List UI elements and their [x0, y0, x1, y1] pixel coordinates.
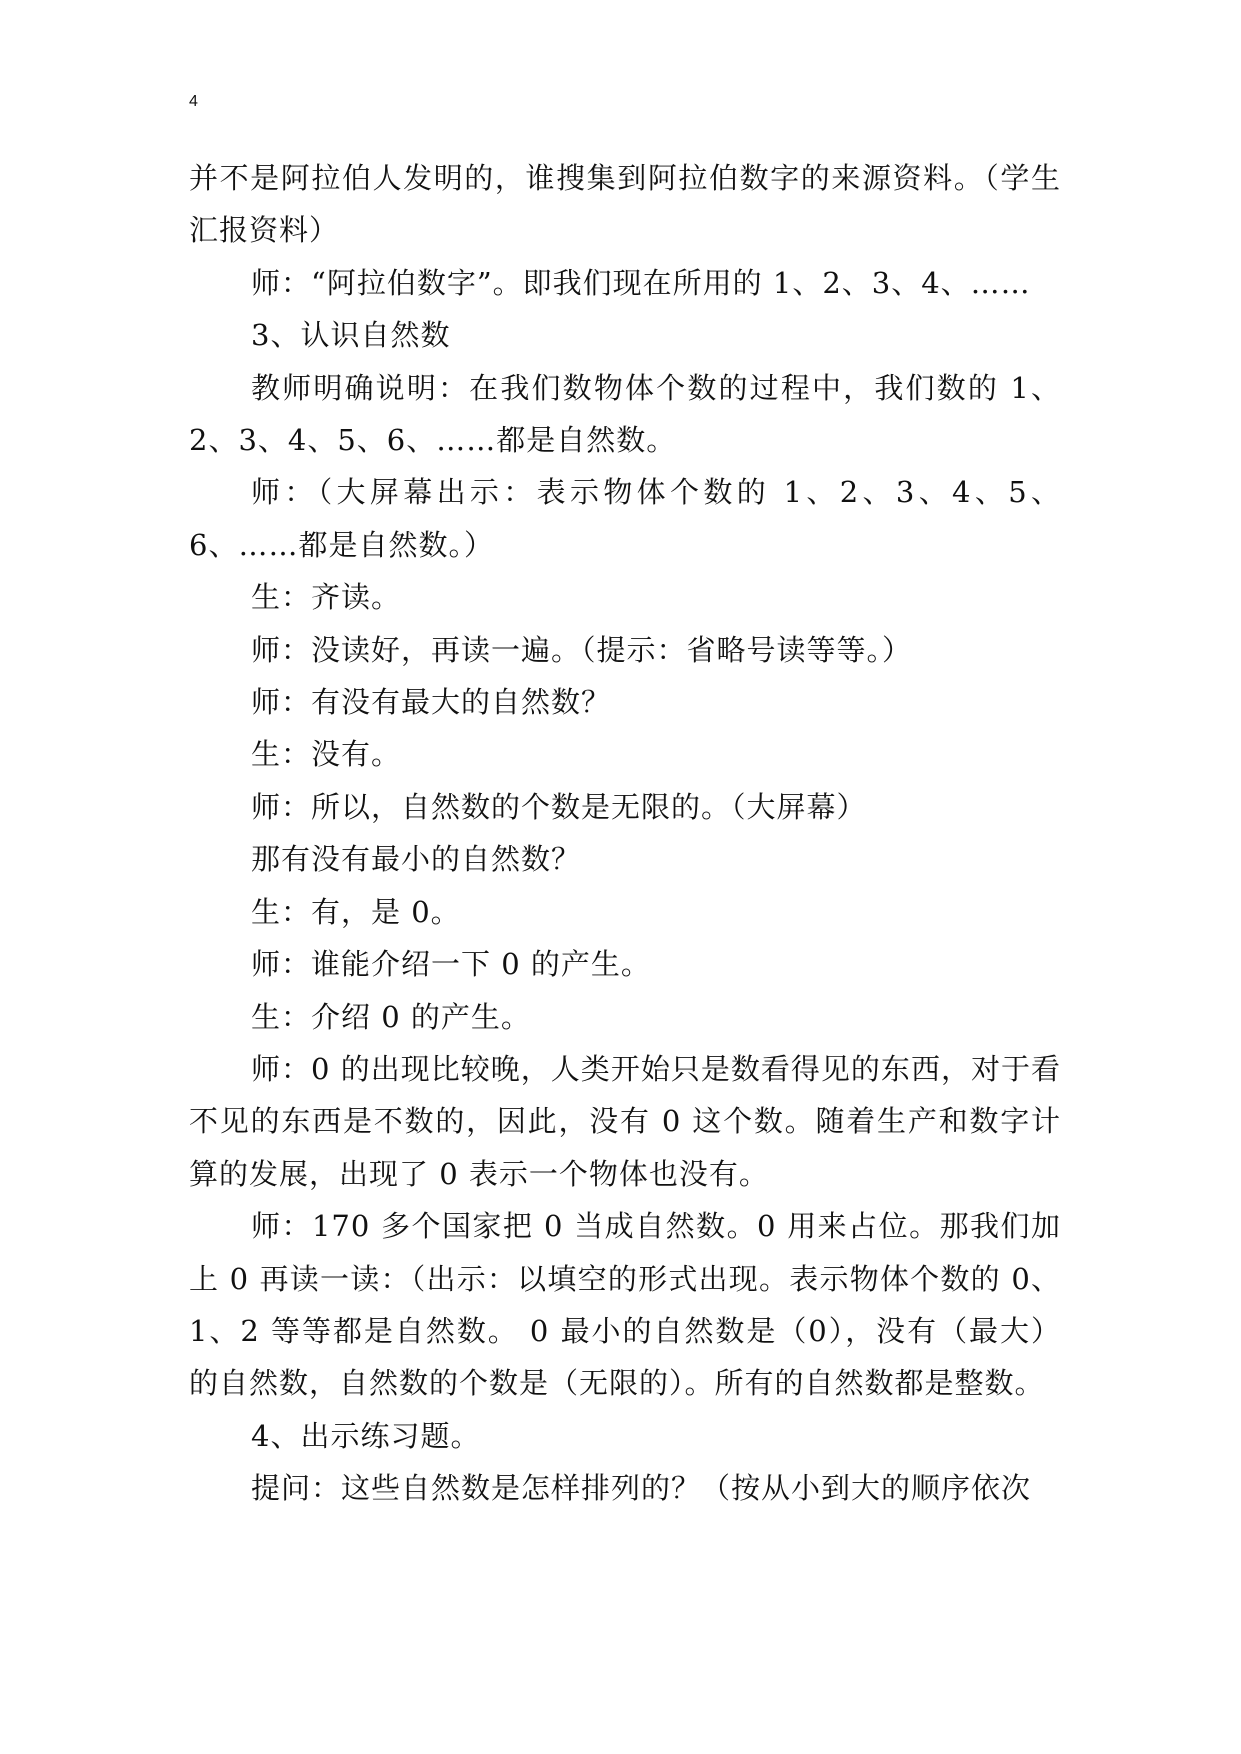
paragraph-18: 提问：这些自然数是怎样排列的？（按从小到大的顺序依次: [251, 1471, 1032, 1506]
paragraph-13: 师：谁能介绍一下 0 的产生。: [251, 947, 651, 982]
paragraph-10: 师：所以，自然数的个数是无限的。（大屏幕）: [251, 789, 867, 824]
paragraph-4: 教师明确说明：在我们数物体个数的过程中，我们数的 1、2、3、4、5、6、……都是自然数。: [189, 370, 1061, 458]
paragraph-3: 3、认识自然数: [251, 318, 451, 353]
document-body: [189, 152, 1061, 1515]
paragraph-1: 并不是阿拉伯人发明的，谁搜集到阿拉伯数字的来源资料。（学生汇报资料）: [189, 161, 1061, 248]
paragraph-11: 那有没有最小的自然数？: [251, 842, 582, 877]
paragraph-8: 师：有没有最大的自然数？: [251, 685, 612, 720]
page-number: 4: [189, 93, 198, 110]
paragraph-12: 生：有，是 0。: [251, 894, 461, 929]
paragraph-16: 师：170 多个国家把 0 当成自然数。0 用来占位。那我们加上 0 再读一读：（出示：以填空的形式出现。表示物体个数的 0、1、2 等等都是自然数。 0 最小的自然数是（0），没有（最大）的自然数，自然数的个数是（无限的）。所有的自然数都是整数。: [189, 1209, 1061, 1401]
paragraph-9: 生：没有。: [251, 737, 402, 772]
paragraph-2: 师：“阿拉伯数字”。即我们现在所用的 1、2、3、4、……: [251, 265, 1031, 300]
paragraph-7: 师：没读好，再读一遍。（提示：省略号读等等。）: [251, 632, 913, 667]
paragraph-6: 生：齐读。: [251, 580, 402, 615]
paragraph-5: 师：（大屏幕出示：表示物体个数的 1、2、3、4、5、6、……都是自然数。）: [189, 475, 1061, 562]
paragraph-17: 4、出示练习题。: [251, 1418, 481, 1453]
paragraph-15: 师：0 的出现比较晚，人类开始只是数看得见的东西，对于看不见的东西是不数的，因此，没有 0 这个数。随着生产和数字计算的发展，出现了 0 表示一个物体也没有。: [189, 1051, 1061, 1191]
paragraph-14: 生：介绍 0 的产生。: [251, 999, 531, 1034]
